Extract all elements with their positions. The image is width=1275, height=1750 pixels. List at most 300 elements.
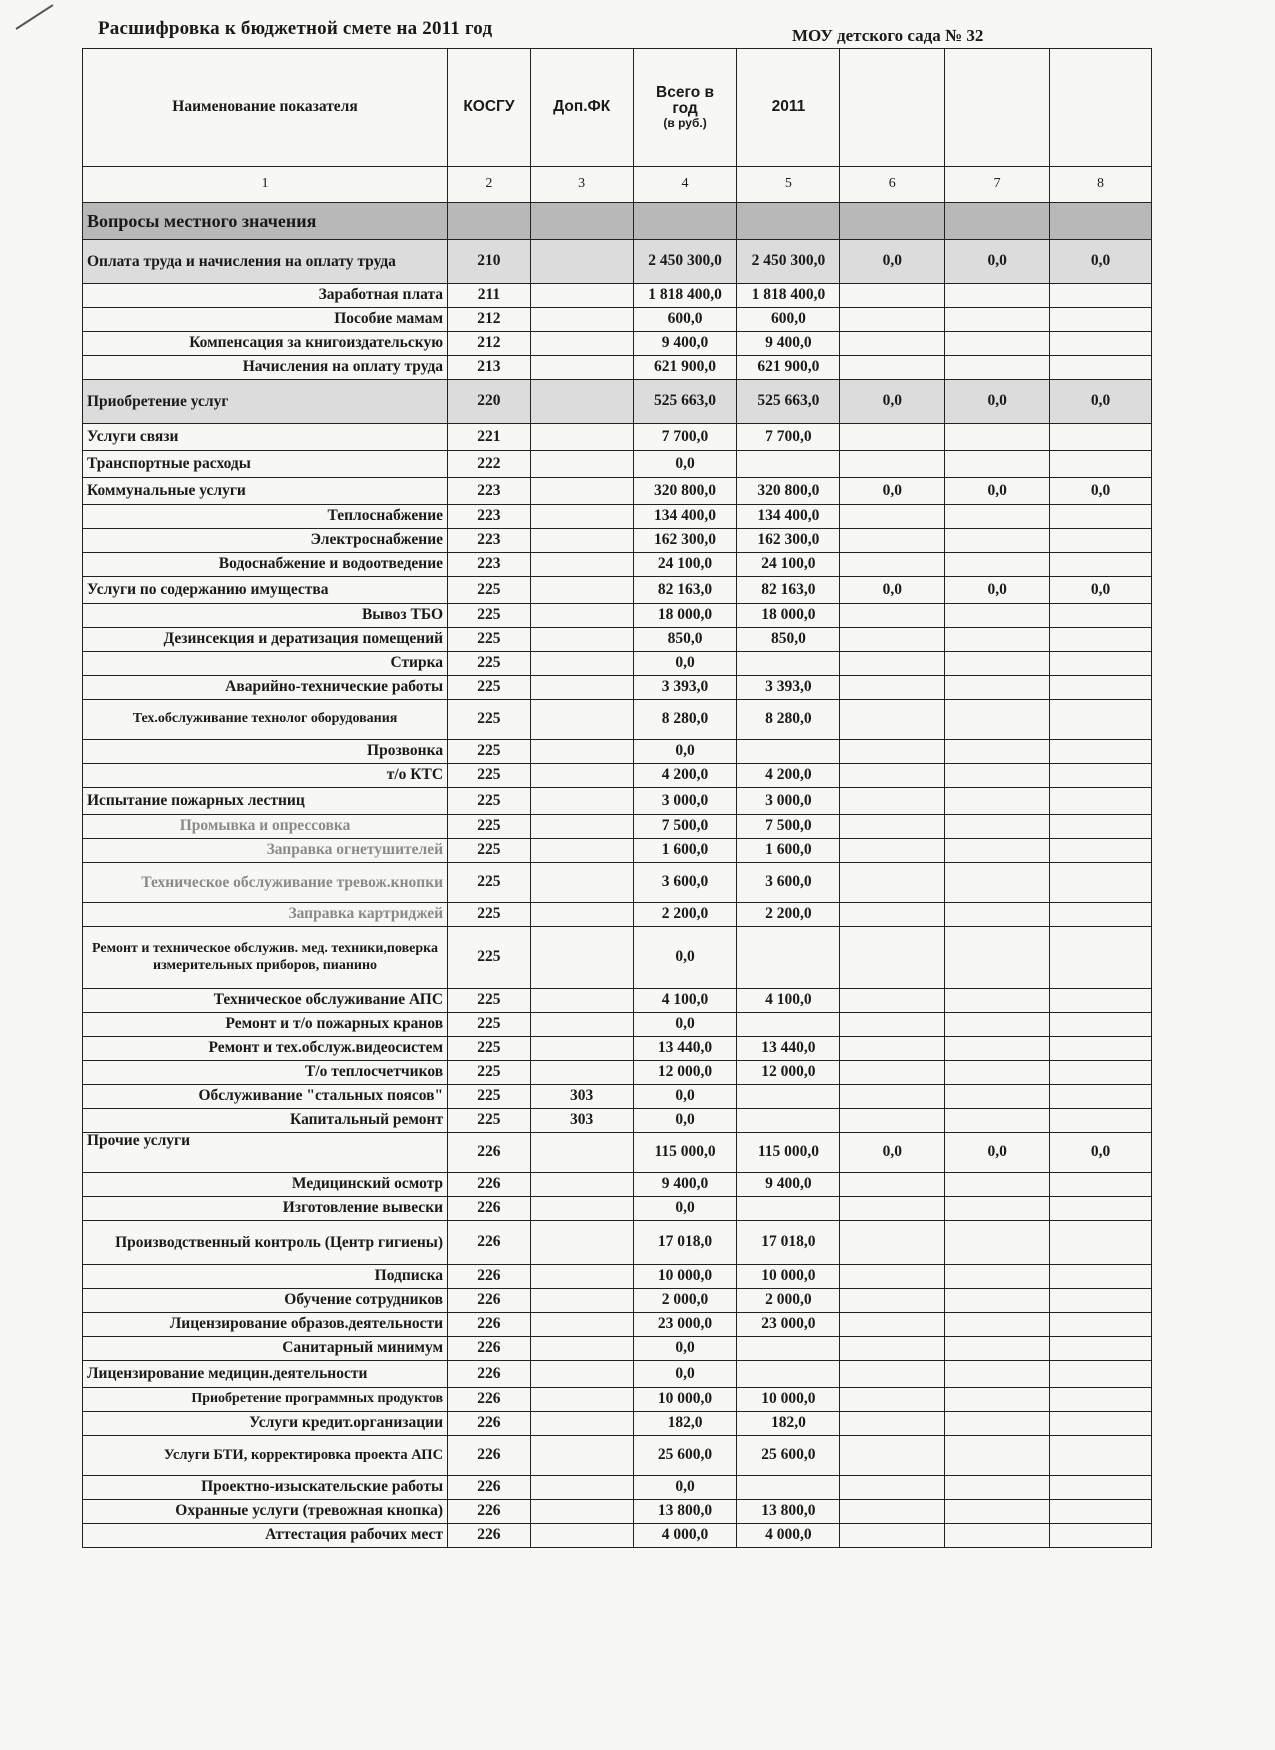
row-col8 (1050, 1173, 1152, 1197)
row-kosgu: 223 (448, 505, 531, 529)
row-name: Приобретение программных продуктов (83, 1388, 448, 1412)
row-col7 (945, 1436, 1050, 1476)
row-col7 (945, 308, 1050, 332)
row-col6 (840, 764, 945, 788)
row-dopfk (530, 1197, 633, 1221)
row-name: Дезинсекция и дератизация помещений (83, 628, 448, 652)
row-dopfk (530, 332, 633, 356)
header-row (83, 49, 1152, 167)
row-col6 (840, 424, 945, 451)
row-dopfk (530, 1388, 633, 1412)
row-col8 (1050, 1361, 1152, 1388)
table-row (83, 815, 1152, 839)
col-header-7 (945, 49, 1050, 167)
table-row (83, 1476, 1152, 1500)
row-col7: 0,0 (945, 240, 1050, 284)
table-row (83, 284, 1152, 308)
table-row (83, 1173, 1152, 1197)
table-row (83, 1037, 1152, 1061)
row-col6 (840, 903, 945, 927)
row-2011: 10 000,0 (737, 1265, 840, 1289)
row-2011 (737, 1476, 840, 1500)
row-col6 (840, 529, 945, 553)
row-2011: 3 000,0 (737, 788, 840, 815)
row-col8 (1050, 740, 1152, 764)
row-2011 (737, 1013, 840, 1037)
row-2011: 17 018,0 (737, 1221, 840, 1265)
row-col7 (945, 356, 1050, 380)
row-name: Приобретение услуг (83, 380, 448, 424)
row-kosgu: 226 (448, 1361, 531, 1388)
row-total: 2 450 300,0 (633, 240, 737, 284)
row-col8 (1050, 1289, 1152, 1313)
row-name: Техническое обслуживание тревож.кнопки (83, 863, 448, 903)
row-kosgu: 223 (448, 478, 531, 505)
row-col7 (945, 1289, 1050, 1313)
row-dopfk (530, 815, 633, 839)
row-kosgu: 225 (448, 927, 531, 989)
row-2011: 320 800,0 (737, 478, 840, 505)
row-dopfk (530, 1412, 633, 1436)
row-2011: 850,0 (737, 628, 840, 652)
row-name: Производственный контроль (Центр гигиены) (83, 1221, 448, 1265)
row-kosgu: 220 (448, 380, 531, 424)
row-kosgu: 212 (448, 332, 531, 356)
row-kosgu: 225 (448, 676, 531, 700)
row-kosgu: 225 (448, 1037, 531, 1061)
row-kosgu: 222 (448, 451, 531, 478)
section-cell (1050, 203, 1152, 240)
row-2011: 9 400,0 (737, 332, 840, 356)
row-col7: 0,0 (945, 1133, 1050, 1173)
row-total: 17 018,0 (633, 1221, 737, 1265)
row-2011: 24 100,0 (737, 553, 840, 577)
row-col6 (840, 451, 945, 478)
row-col8: 0,0 (1050, 1133, 1152, 1173)
row-total: 8 280,0 (633, 700, 737, 740)
row-kosgu: 226 (448, 1476, 531, 1500)
table-row (83, 1221, 1152, 1265)
row-kosgu: 225 (448, 839, 531, 863)
row-col7 (945, 424, 1050, 451)
col-number: 5 (737, 167, 840, 203)
row-name: Проектно-изыскательские работы (83, 1476, 448, 1500)
table-row (83, 1388, 1152, 1412)
row-name: Аттестация рабочих мест (83, 1524, 448, 1548)
row-col6: 0,0 (840, 478, 945, 505)
table-row (83, 478, 1152, 505)
row-total: 4 200,0 (633, 764, 737, 788)
row-col7 (945, 863, 1050, 903)
row-name: Испытание пожарных лестниц (83, 788, 448, 815)
row-kosgu: 225 (448, 1061, 531, 1085)
row-col8 (1050, 529, 1152, 553)
row-total: 1 600,0 (633, 839, 737, 863)
row-dopfk (530, 1313, 633, 1337)
row-total: 4 100,0 (633, 989, 737, 1013)
col-header-year: 2011 (737, 49, 840, 167)
row-col6 (840, 676, 945, 700)
col-number: 2 (448, 167, 531, 203)
row-total: 24 100,0 (633, 553, 737, 577)
row-2011: 182,0 (737, 1412, 840, 1436)
row-col7 (945, 505, 1050, 529)
row-total: 0,0 (633, 1337, 737, 1361)
row-col6 (840, 1361, 945, 1388)
row-col8 (1050, 505, 1152, 529)
row-total: 23 000,0 (633, 1313, 737, 1337)
row-2011 (737, 927, 840, 989)
row-dopfk (530, 863, 633, 903)
row-kosgu: 226 (448, 1337, 531, 1361)
table-row (83, 1500, 1152, 1524)
row-total: 7 500,0 (633, 815, 737, 839)
row-name: Обслуживание "стальных поясов" (83, 1085, 448, 1109)
col-header-6 (840, 49, 945, 167)
row-col8 (1050, 839, 1152, 863)
table-row (83, 529, 1152, 553)
table-row (83, 903, 1152, 927)
row-kosgu: 225 (448, 989, 531, 1013)
table-row (83, 1061, 1152, 1085)
row-2011: 600,0 (737, 308, 840, 332)
row-col8 (1050, 764, 1152, 788)
row-kosgu: 225 (448, 1085, 531, 1109)
row-col7 (945, 815, 1050, 839)
table-row (83, 577, 1152, 604)
row-total: 162 300,0 (633, 529, 737, 553)
col-header-total-line1: Всего в (656, 83, 715, 101)
row-dopfk (530, 740, 633, 764)
row-total: 2 200,0 (633, 903, 737, 927)
row-col8 (1050, 700, 1152, 740)
row-2011: 4 200,0 (737, 764, 840, 788)
row-name: Водоснабжение и водоотведение (83, 553, 448, 577)
row-total: 0,0 (633, 1476, 737, 1500)
row-name: Тех.обслуживание технолог оборудования (83, 700, 448, 740)
row-col6 (840, 1476, 945, 1500)
table-row (83, 1013, 1152, 1037)
row-col6 (840, 1412, 945, 1436)
row-2011: 1 818 400,0 (737, 284, 840, 308)
row-total: 0,0 (633, 1197, 737, 1221)
row-kosgu: 226 (448, 1436, 531, 1476)
row-col6: 0,0 (840, 240, 945, 284)
row-name: Ремонт и т/о пожарных кранов (83, 1013, 448, 1037)
row-name: Ремонт и техническое обслужив. мед. техники,поверка измерительных приборов, пианино (83, 927, 448, 989)
row-total: 7 700,0 (633, 424, 737, 451)
row-dopfk (530, 1500, 633, 1524)
row-dopfk (530, 927, 633, 989)
row-total: 25 600,0 (633, 1436, 737, 1476)
row-total: 3 600,0 (633, 863, 737, 903)
row-col7 (945, 1361, 1050, 1388)
row-name: Т/о теплосчетчиков (83, 1061, 448, 1085)
row-total: 12 000,0 (633, 1061, 737, 1085)
row-col8 (1050, 604, 1152, 628)
row-col8 (1050, 1013, 1152, 1037)
row-dopfk (530, 240, 633, 284)
table-row (83, 424, 1152, 451)
row-name: Вывоз ТБО (83, 604, 448, 628)
row-col8 (1050, 284, 1152, 308)
row-col8 (1050, 356, 1152, 380)
row-kosgu: 226 (448, 1500, 531, 1524)
row-dopfk (530, 308, 633, 332)
row-dopfk (530, 1436, 633, 1476)
row-kosgu: 226 (448, 1133, 531, 1173)
row-col6: 0,0 (840, 1133, 945, 1173)
row-col8 (1050, 1037, 1152, 1061)
row-kosgu: 226 (448, 1524, 531, 1548)
col-header-dopfk: Доп.ФК (530, 49, 633, 167)
row-2011: 1 600,0 (737, 839, 840, 863)
row-total: 0,0 (633, 927, 737, 989)
row-dopfk (530, 505, 633, 529)
row-name: Медицинский осмотр (83, 1173, 448, 1197)
section-cell (840, 203, 945, 240)
row-dopfk (530, 604, 633, 628)
section-cell (448, 203, 531, 240)
row-name: Обучение сотрудников (83, 1289, 448, 1313)
row-col6 (840, 1085, 945, 1109)
row-total: 0,0 (633, 451, 737, 478)
col-number: 7 (945, 167, 1050, 203)
row-2011: 621 900,0 (737, 356, 840, 380)
col-header-name: Наименование показателя (83, 49, 448, 167)
row-col7 (945, 700, 1050, 740)
row-total: 2 000,0 (633, 1289, 737, 1313)
row-col6 (840, 815, 945, 839)
row-col8 (1050, 628, 1152, 652)
row-2011 (737, 451, 840, 478)
row-col6 (840, 1221, 945, 1265)
row-col6 (840, 284, 945, 308)
col-header-total-line2: год (672, 100, 698, 118)
table-row (83, 1265, 1152, 1289)
row-total: 13 440,0 (633, 1037, 737, 1061)
row-2011: 12 000,0 (737, 1061, 840, 1085)
table-row (83, 764, 1152, 788)
row-col8 (1050, 308, 1152, 332)
table-row (83, 553, 1152, 577)
row-name: Транспортные расходы (83, 451, 448, 478)
row-kosgu: 225 (448, 1109, 531, 1133)
row-2011: 3 393,0 (737, 676, 840, 700)
row-total: 0,0 (633, 1109, 737, 1133)
table-row (83, 332, 1152, 356)
table-row (83, 505, 1152, 529)
row-kosgu: 226 (448, 1388, 531, 1412)
row-col7 (945, 1313, 1050, 1337)
row-kosgu: 225 (448, 700, 531, 740)
row-col6 (840, 604, 945, 628)
row-col8 (1050, 1524, 1152, 1548)
table-row (83, 356, 1152, 380)
row-name: Компенсация за книгоиздательскую (83, 332, 448, 356)
row-name: Услуги кредит.организации (83, 1412, 448, 1436)
row-col6: 0,0 (840, 380, 945, 424)
row-2011 (737, 1337, 840, 1361)
row-name: Охранные услуги (тревожная кнопка) (83, 1500, 448, 1524)
row-col6 (840, 1109, 945, 1133)
row-2011: 2 200,0 (737, 903, 840, 927)
row-total: 3 000,0 (633, 788, 737, 815)
row-name: Промывка и опрессовка (83, 815, 448, 839)
row-2011: 13 440,0 (737, 1037, 840, 1061)
row-name: Заправка картриджей (83, 903, 448, 927)
row-name: Теплоснабжение (83, 505, 448, 529)
row-col7 (945, 652, 1050, 676)
table-row (83, 1361, 1152, 1388)
row-total: 0,0 (633, 652, 737, 676)
row-total: 320 800,0 (633, 478, 737, 505)
row-col7 (945, 604, 1050, 628)
row-dopfk (530, 529, 633, 553)
row-col6 (840, 332, 945, 356)
row-name: Лицензирование медицин.деятельности (83, 1361, 448, 1388)
row-total: 10 000,0 (633, 1265, 737, 1289)
section-cell (633, 203, 737, 240)
table-row (83, 927, 1152, 989)
row-col8 (1050, 1085, 1152, 1109)
row-col7 (945, 1197, 1050, 1221)
row-dopfk (530, 1289, 633, 1313)
row-col7 (945, 332, 1050, 356)
row-2011 (737, 1361, 840, 1388)
table-row (83, 308, 1152, 332)
row-name: Начисления на оплату труда (83, 356, 448, 380)
row-name: Оплата труда и начисления на оплату труда (83, 240, 448, 284)
row-dopfk (530, 451, 633, 478)
row-kosgu: 225 (448, 604, 531, 628)
row-col6 (840, 839, 945, 863)
row-col8 (1050, 424, 1152, 451)
row-name: Техническое обслуживание АПС (83, 989, 448, 1013)
table-row (83, 1109, 1152, 1133)
row-dopfk (530, 1133, 633, 1173)
col-header-total (633, 49, 737, 167)
table-row (83, 700, 1152, 740)
row-kosgu: 226 (448, 1313, 531, 1337)
row-kosgu: 226 (448, 1412, 531, 1436)
row-name: Капитальный ремонт (83, 1109, 448, 1133)
table-row (83, 1436, 1152, 1476)
row-dopfk (530, 356, 633, 380)
row-col7 (945, 529, 1050, 553)
row-name: Коммунальные услуги (83, 478, 448, 505)
row-col7 (945, 989, 1050, 1013)
row-col7 (945, 927, 1050, 989)
row-name: Услуги связи (83, 424, 448, 451)
row-2011 (737, 1197, 840, 1221)
row-col6 (840, 1061, 945, 1085)
row-col8 (1050, 989, 1152, 1013)
row-col6 (840, 1524, 945, 1548)
row-col7 (945, 1037, 1050, 1061)
row-col7 (945, 788, 1050, 815)
row-2011: 82 163,0 (737, 577, 840, 604)
row-name: Заработная плата (83, 284, 448, 308)
row-total: 18 000,0 (633, 604, 737, 628)
row-total: 134 400,0 (633, 505, 737, 529)
row-dopfk: 303 (530, 1085, 633, 1109)
row-total: 621 900,0 (633, 356, 737, 380)
table-row (83, 989, 1152, 1013)
row-2011: 10 000,0 (737, 1388, 840, 1412)
row-total: 0,0 (633, 1013, 737, 1037)
row-total: 3 393,0 (633, 676, 737, 700)
row-dopfk (530, 478, 633, 505)
row-2011: 4 100,0 (737, 989, 840, 1013)
row-dopfk (530, 839, 633, 863)
row-dopfk (530, 553, 633, 577)
table-row (83, 451, 1152, 478)
row-dopfk (530, 652, 633, 676)
table-row (83, 1133, 1152, 1173)
row-total: 600,0 (633, 308, 737, 332)
row-name: Электроснабжение (83, 529, 448, 553)
row-col6 (840, 1500, 945, 1524)
row-dopfk (530, 1061, 633, 1085)
row-col7 (945, 628, 1050, 652)
row-col7 (945, 1388, 1050, 1412)
row-total: 10 000,0 (633, 1388, 737, 1412)
row-col8: 0,0 (1050, 240, 1152, 284)
row-2011: 7 500,0 (737, 815, 840, 839)
row-col8 (1050, 927, 1152, 989)
col-number: 6 (840, 167, 945, 203)
row-col8: 0,0 (1050, 380, 1152, 424)
row-2011: 2 450 300,0 (737, 240, 840, 284)
row-col7 (945, 1500, 1050, 1524)
row-name: Лицензирование образов.деятельности (83, 1313, 448, 1337)
row-col6: 0,0 (840, 577, 945, 604)
row-name: Санитарный минимум (83, 1337, 448, 1361)
row-total: 850,0 (633, 628, 737, 652)
row-dopfk (530, 628, 633, 652)
row-dopfk (530, 1476, 633, 1500)
row-col7 (945, 1061, 1050, 1085)
row-col6 (840, 1173, 945, 1197)
organization-name: МОУ детского сада № 32 (792, 26, 984, 45)
section-cell (945, 203, 1050, 240)
row-kosgu: 221 (448, 424, 531, 451)
row-col8: 0,0 (1050, 577, 1152, 604)
row-col6 (840, 505, 945, 529)
row-dopfk (530, 1361, 633, 1388)
col-header-total-unit: (в руб.) (663, 116, 707, 131)
row-2011: 23 000,0 (737, 1313, 840, 1337)
row-name: Стирка (83, 652, 448, 676)
row-total: 0,0 (633, 1085, 737, 1109)
row-name: Ремонт и тех.обслуж.видеосистем (83, 1037, 448, 1061)
section-cell (530, 203, 633, 240)
row-col6 (840, 553, 945, 577)
row-col7 (945, 1412, 1050, 1436)
row-col7 (945, 1265, 1050, 1289)
row-2011 (737, 740, 840, 764)
col-header-8 (1050, 49, 1152, 167)
row-col6 (840, 1436, 945, 1476)
row-col6 (840, 863, 945, 903)
row-dopfk (530, 1221, 633, 1265)
row-col6 (840, 1265, 945, 1289)
table-row (83, 1524, 1152, 1548)
row-dopfk (530, 1013, 633, 1037)
row-col8 (1050, 903, 1152, 927)
row-dopfk (530, 1265, 633, 1289)
